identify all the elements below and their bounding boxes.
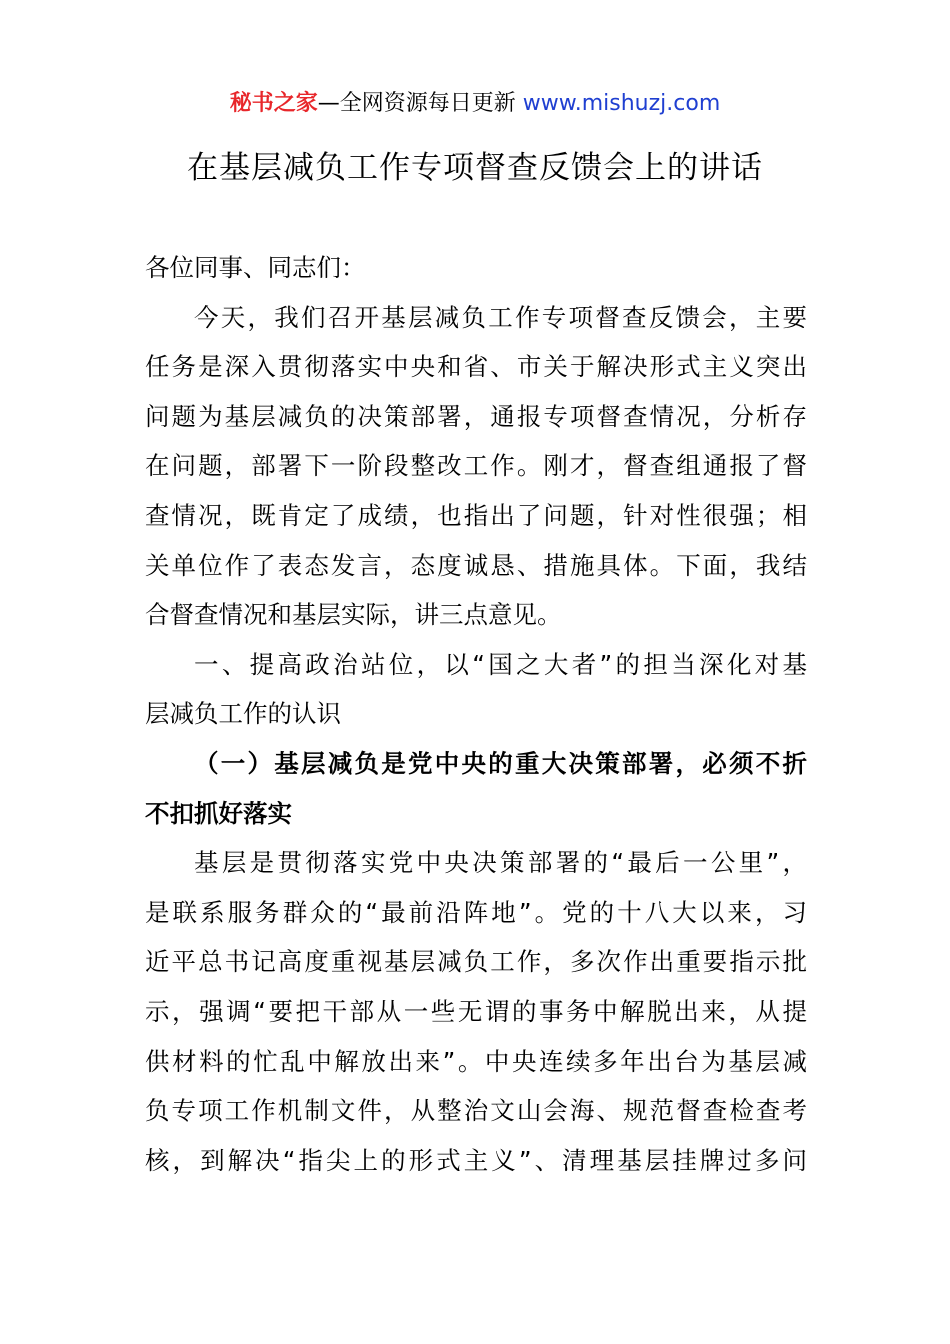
paragraph-line: 问题为基层减负的决策部署，通报专项督查情况，分析存 (145, 401, 807, 431)
paragraph-line: 近平总书记高度重视基层减负工作，多次作出重要指示批 (145, 947, 807, 977)
site-header (0, 88, 950, 120)
paragraph-line: 合督查情况和基层实际，讲三点意见。 (145, 600, 562, 630)
section-heading-line: 一、提高政治站位，以“国之大者”的担当深化对基 (194, 649, 807, 679)
salutation-line: 各位同事、同志们： (145, 253, 366, 282)
paragraph-line: 关单位作了表态发言，态度诚恳、措施具体。下面，我结 (145, 550, 807, 580)
site-url-link[interactable]: www.mishuzj.com (522, 91, 721, 116)
paragraph-line: 基层是贯彻落实党中央决策部署的“最后一公里”， (194, 848, 807, 878)
site-brand: 秘书之家 (229, 91, 318, 116)
section-heading-line: 层减负工作的认识 (145, 699, 341, 729)
paragraph-line: 示，强调“要把干部从一些无谓的事务中解脱出来，从提 (145, 996, 807, 1026)
paragraph-line: 在问题，部署下一阶段整改工作。刚才，督查组通报了督 (145, 451, 807, 481)
subsection-heading-line: （一）基层减负是党中央的重大决策部署，必须不折 (194, 748, 807, 778)
document-title: 在基层减负工作专项督查反馈会上的讲话 (187, 150, 763, 186)
paragraph-line: 任务是深入贯彻落实中央和省、市关于解决形式主义突出 (145, 352, 807, 382)
subsection-heading-line: 不扣抓好落实 (145, 798, 292, 828)
paragraph-line: 核，到解决“指尖上的形式主义”、清理基层挂牌过多问 (145, 1145, 807, 1175)
paragraph-line: 今天，我们召开基层减负工作专项督查反馈会，主要 (194, 302, 807, 332)
paragraph-line: 负专项工作机制文件，从整治文山会海、规范督查检查考 (145, 1096, 807, 1126)
paragraph-line: 供材料的忙乱中解放出来”。中央连续多年出台为基层减 (145, 1046, 807, 1076)
paragraph-line: 查情况，既肯定了成绩，也指出了问题，针对性很强；相 (145, 500, 807, 530)
document-body (145, 243, 807, 1185)
paragraph-line: 是联系服务群众的“最前沿阵地”。党的十八大以来，习 (145, 897, 807, 927)
site-slogan: —全网资源每日更新 (317, 91, 516, 116)
